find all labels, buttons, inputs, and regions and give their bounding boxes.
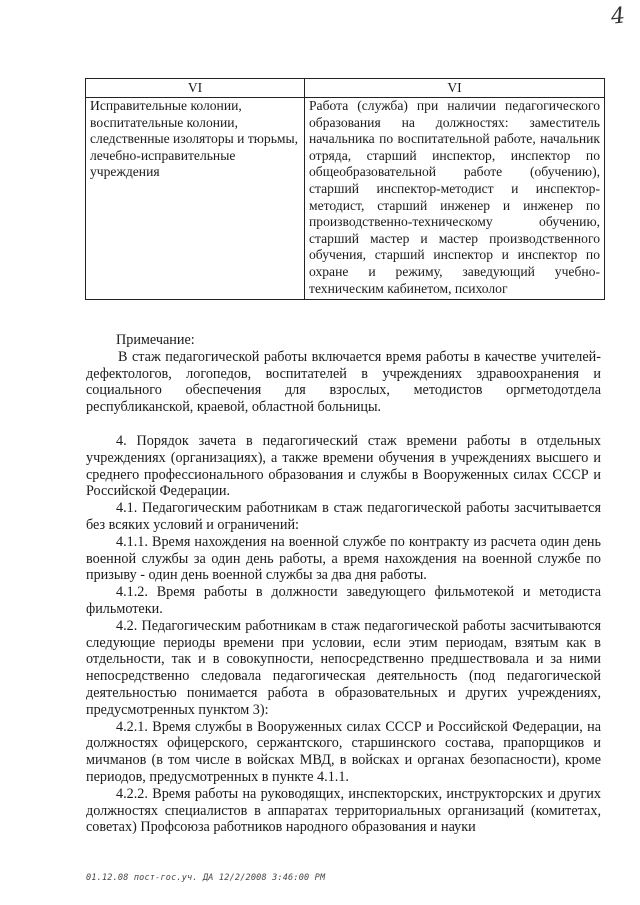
institution-cell: Исправительные колонии, воспитательные колонии, следственные изоляторы и тюрьмы, лечебно-исправительные учреждения [86,98,305,300]
document-body [86,332,601,836]
section-4-1-2: 4.1.2. Время работы в должности заведующего фильмотекой и методиста фильмотеки. [86,584,601,617]
table-right-header: VI [305,79,605,98]
table-left-header: VI [86,79,305,98]
section-4-2-1: 4.2.1. Время службы в Вооруженных силах СССР и Российской Федерации, на должностях офицерского, сержантского, старшинского состава, прапорщиков и мичманов (в том числе в войсках МВД, в войсках и органах безопасности), кроме периодов, предусмотренных в пункте 4.1.1. [86,718,601,785]
footer-stamp: 01.12.08 пост-гос.уч. ДА 12/2/2008 3:46:00 PM [86,873,326,883]
section-4-2: 4.2. Педагогическим работникам в стаж педагогической работы засчитываются следующие периоды времени при условии, если этим периодам, взятым как в отдельности, так и в совокупности, непосредственно предшествовала и за ними непосредственно следовала педагогическая деятельность (под педагогической деятельностью понимается работа в образовательных и других учреждениях, предусмотренных пунктом 3): [86,617,601,718]
section-4-1-1: 4.1.1. Время нахождения на военной службе по контракту из расчета один день военной службы за один день работы, а время нахождения на военной службе по призыву - один день военной службы за два дня работы. [86,533,601,584]
section-4-1: 4.1. Педагогическим работникам в стаж педагогической работы засчитывается без всяких условий и ограничений: [86,500,601,533]
table-row [86,98,605,300]
section-4: 4. Порядок зачета в педагогический стаж времени работы в отдельных учреждениях (организациях), а также времени обучения в учреждениях высшего и среднего профессионального образования и службы в Вооруженных силах СССР и Российской Федерации. [86,432,601,500]
page-number: 4 [609,3,627,30]
table-header-row [86,79,605,98]
positions-cell: Работа (служба) при наличии педагогического образования на должностях: заместитель начальника по воспитательной работе, начальник отряда, старший инспектор, инспектор по общеобразовательной работе (обучению), старший инспектор-методист и инспектор-методист, старший инженер и инженер по производственно-техническому обучению, старший мастер и мастер производственного обучения, старший инспектор и инспектор по охране и режиму, заведующий учебно-техническим кабинетом, психолог [305,98,605,300]
position-table [85,78,605,300]
note-title: Примечание: [116,332,195,348]
section-4-2-2: 4.2.2. Время работы на руководящих, инспекторских, инструкторских и других должностях специалистов в аппаратах территориальных организаций (комитетах, советах) Профсоюза работников народного образования и науки [86,785,601,836]
note-text: В стаж педагогической работы включается время работы в качестве учителей-дефектологов, логопедов, воспитателей в учреждениях здравоохранения и социального обеспечения для взрослых, методистов оргметодотдела республиканской, краевой, областной больницы. [86,348,601,416]
